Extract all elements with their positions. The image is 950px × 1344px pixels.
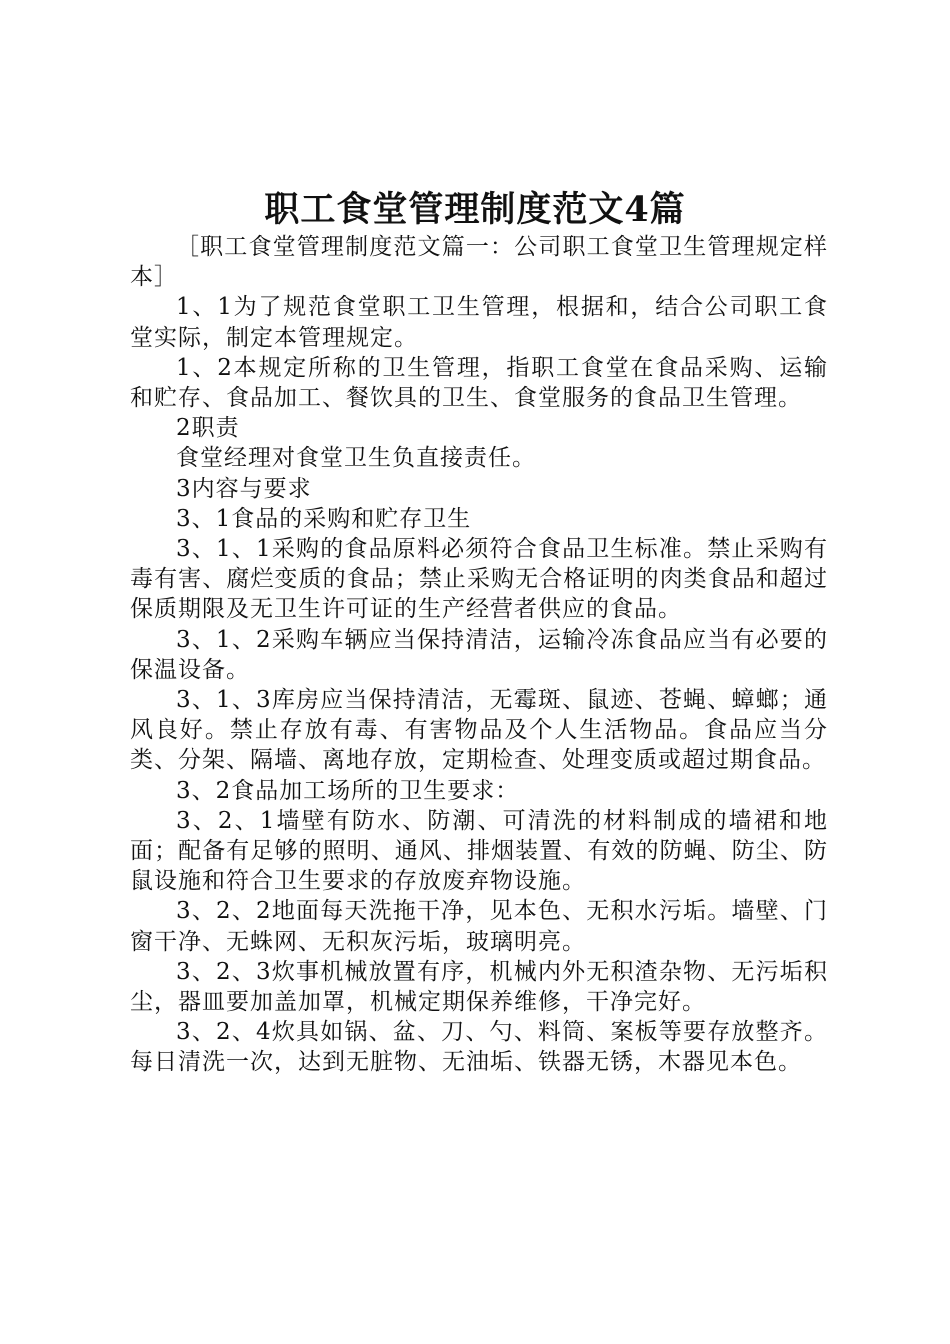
- paragraph-2-heading: 2职责: [176, 415, 240, 442]
- paragraph-3-2-heading: 3、2食品加工场所的卫生要求：: [176, 777, 520, 804]
- paragraph-3-2-3: 3、2、3炊事机械放置有序，机械内外无积渣杂物、无污垢积尘，器皿要加盖加罩，机械定期保养维修，干净完好。: [130, 958, 828, 1016]
- paragraph-1-1: 1、1为了规范食堂职工卫生管理，根据和，结合公司职工食堂实际，制定本管理规定。: [130, 294, 828, 351]
- paragraph-3-2-4: 3、2、4炊具如锅、盆、刀、勺、料筒、案板等要存放整齐。每日清洗一次，达到无脏物、无油垢、铁器无锈，木器见本色。: [130, 1019, 828, 1076]
- paragraph-1-2: 1、2本规定所称的卫生管理，指职工食堂在食品采购、运输和贮存、食品加工、餐饮具的卫生、食堂服务的食品卫生管理。: [130, 354, 828, 412]
- paragraph-3-2-2: 3、2、2地面每天洗拖干净，见本色、无积水污垢。墙壁、门窗干净、无蛛网、无积灰污垢，玻璃明亮。: [130, 898, 828, 955]
- paragraph-3-1-1: 3、1、1采购的食品原料必须符合食品卫生标准。禁止采购有毒有害、腐烂变质的食品；禁止采购无合格证明的肉类食品和超过保质期限及无卫生许可证的生产经营者供应的食品。: [130, 536, 828, 623]
- paragraph-3-1-3: 3、1、3库房应当保持清洁，无霉斑、鼠迹、苍蝇、蟑螂；通风良好。禁止存放有毒、有害物品及个人生活物品。食品应当分类、分架、隔墙、离地存放，定期检查、处理变质或超过期食品。: [130, 687, 828, 774]
- paragraph-3-1-heading: 3、1食品的采购和贮存卫生: [176, 505, 472, 532]
- paragraph-section-header: ［职工食堂管理制度范文篇一：公司职工食堂卫生管理规定样本］: [130, 234, 828, 291]
- paragraph-3-heading: 3内容与要求: [176, 475, 312, 502]
- document-body: [130, 232, 828, 1078]
- paragraph-3-2-1: 3、2、1墙壁有防水、防潮、可清洗的材料制成的墙裙和地面；配备有足够的照明、通风、排烟装置、有效的防蝇、防尘、防鼠设施和符合卫生要求的存放废弃物设施。: [130, 807, 828, 895]
- document-title: 职工食堂管理制度范文4篇: [264, 189, 686, 230]
- paragraph-3-1-2: 3、1、2采购车辆应当保持清洁，运输冷冻食品应当有必要的保温设备。: [130, 626, 828, 683]
- paragraph-2-body: 食堂经理对食堂卫生负直接责任。: [176, 445, 536, 472]
